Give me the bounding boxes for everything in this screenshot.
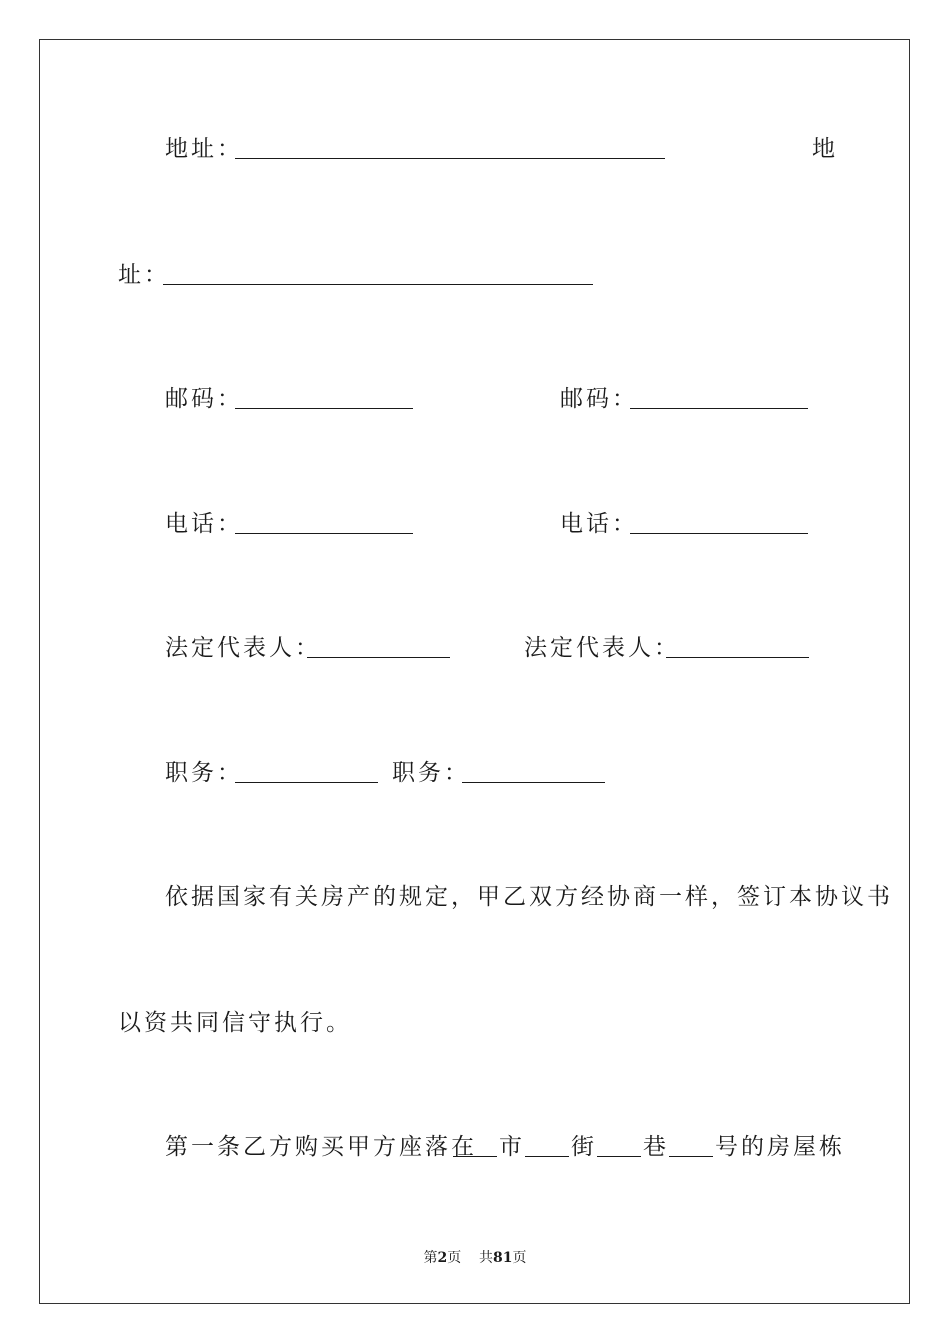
phone-label-b: 电话： [560,511,638,537]
zip-label-a: 邮码： [165,386,243,412]
number-blank[interactable] [669,1156,713,1157]
page-footer [0,1247,950,1267]
city-blank[interactable] [453,1156,497,1157]
legal-rep-blank-b[interactable] [666,657,809,658]
lane-blank[interactable] [597,1156,641,1157]
address-label-b-part1: 地 [812,136,838,162]
legal-rep-blank-a[interactable] [307,657,450,658]
zip-label-b: 邮码： [560,386,638,412]
address-label-a: 地址： [165,136,243,162]
phone-blank-a[interactable] [235,533,413,534]
footer-total-number: 81 [493,1250,513,1266]
legal-rep-label-b: 法定代表人： [524,635,680,661]
article-one-lane: 巷 [643,1134,669,1160]
address-blank-a[interactable] [235,158,665,159]
footer-page-prefix: 第 [423,1250,438,1266]
footer-total-suffix: 页 [512,1250,527,1266]
footer-page-number: 2 [437,1250,448,1266]
paragraph-intro-line2: 以资共同信守执行。 [118,1010,352,1036]
street-blank[interactable] [525,1156,569,1157]
position-blank-a[interactable] [235,782,378,783]
position-blank-b[interactable] [462,782,605,783]
zip-blank-a[interactable] [235,408,413,409]
phone-label-a: 电话： [165,511,243,537]
article-one-city: 市 [499,1134,525,1160]
legal-rep-label-a: 法定代表人： [165,635,321,661]
footer-total-prefix: 共 [479,1250,494,1266]
phone-blank-b[interactable] [630,533,808,534]
position-label-b: 职务： [392,760,470,786]
paragraph-intro-line1: 依据国家有关房产的规定，甲乙双方经协商一样，签订本协议书 [165,884,893,910]
article-one-rest: 号的房屋栋 [715,1134,845,1160]
position-label-a: 职务： [165,760,243,786]
article-one-street: 街 [571,1134,597,1160]
address-label-b-part2: 址： [118,262,170,288]
article-one-text: 第一条乙方购买甲方座落在 [165,1134,477,1160]
page-border [39,39,910,1304]
address-blank-b[interactable] [163,284,593,285]
zip-blank-b[interactable] [630,408,808,409]
footer-page-suffix: 页 [447,1250,462,1266]
